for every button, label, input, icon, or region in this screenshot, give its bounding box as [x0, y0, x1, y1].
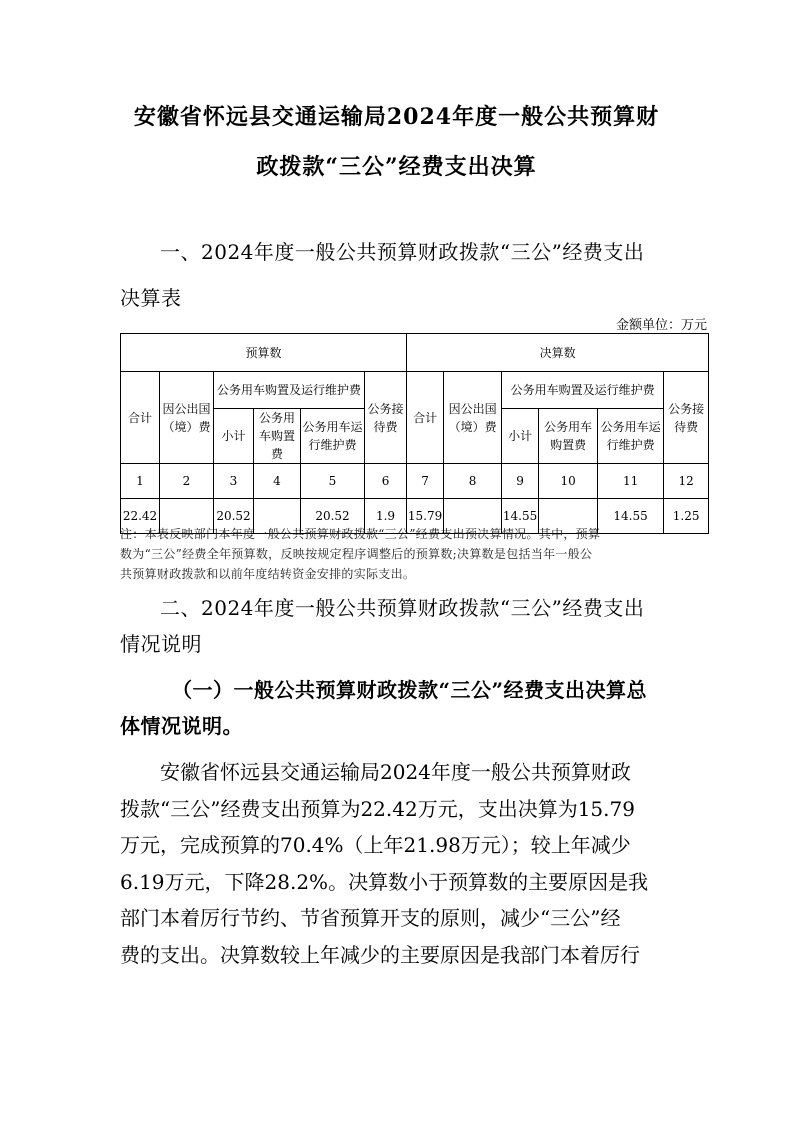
final-purchase-header: 公务用车购置费 [539, 409, 598, 464]
table-note [120, 524, 710, 584]
body-line: 拨款“三公”经费支出预算为22.42万元，支出决算为15.79 [120, 796, 635, 821]
subsection-1-heading-line-1: （一）一般公共预算财政拨款“三公”经费支出决算总 [172, 678, 648, 702]
budget-operation-header: 公务用车运行维护费 [301, 409, 365, 464]
document-title-line-1: 安徽省怀远县交通运输局2024年度一般公共预算财 [133, 104, 660, 130]
body-line: 费的支出。决算数较上年减少的主要原因是我部门本着厉行 [120, 942, 640, 967]
final-abroad-header: 因公出国（境）费 [444, 372, 502, 464]
column-number: 5 [301, 464, 365, 499]
column-number: 3 [214, 464, 254, 499]
section-2-heading-line-1: 二、2024年度一般公共预算财政拨款“三公”经费支出 [160, 596, 645, 620]
budget-subtotal-header: 小计 [214, 409, 254, 464]
column-number: 11 [598, 464, 664, 499]
budget-group-header: 预算数 [121, 334, 407, 372]
document-title-line-2: 政拨款“三公”经费支出决算 [256, 154, 537, 180]
column-number: 1 [121, 464, 160, 499]
body-line: 6.19万元，下降28.2%。决算数小于预算数的主要原因是我 [120, 869, 649, 894]
section-2-heading-line-2: 情况说明 [120, 632, 202, 656]
table-note-line: 数为“三公”经费全年预算数，反映按规定程序调整后的预算数;决算数是包括当年一般公 [120, 547, 593, 561]
budget-abroad-header: 因公出国（境）费 [160, 372, 214, 464]
column-number: 10 [539, 464, 598, 499]
budget-vehicle-group-header: 公务用车购置及运行维护费 [214, 372, 365, 409]
budget-subtotal-value: 20.52 [214, 499, 254, 534]
final-total-header: 合计 [407, 372, 444, 464]
three-public-expenses-table [120, 333, 709, 534]
budget-total-value: 22.42 [121, 499, 160, 534]
column-number: 12 [664, 464, 709, 499]
final-subtotal-value: 14.55 [502, 499, 539, 534]
final-operation-value: 14.55 [598, 499, 664, 534]
table-note-line: 注：本表反映部门本年度一般公共预算财政拨款“三公”经费支出预决算情况。其中，预算 [120, 527, 601, 541]
body-line: 安徽省怀远县交通运输局2024年度一般公共预算财政 [160, 760, 631, 784]
column-number: 6 [365, 464, 407, 499]
final-reception-header: 公务接待费 [664, 372, 709, 464]
column-number-row [121, 464, 709, 499]
body-line: 万元，完成预算的70.4%（上年21.98万元）；较上年减少 [120, 833, 631, 857]
final-group-header: 决算数 [407, 334, 709, 372]
column-number: 9 [502, 464, 539, 499]
column-number: 8 [444, 464, 502, 499]
final-subtotal-header: 小计 [502, 409, 539, 464]
final-operation-header: 公务用车运行维护费 [598, 409, 664, 464]
section-1-heading-line-2: 决算表 [120, 286, 182, 310]
body-paragraph [120, 754, 688, 973]
table-note-line: 共预算财政拨款和以前年度结转资金安排的实际支出。 [120, 567, 416, 581]
amount-unit-label: 金额单位：万元 [615, 318, 707, 333]
section-1-heading-line-1: 一、2024年度一般公共预算财政拨款“三公”经费支出 [160, 240, 645, 264]
final-reception-value: 1.25 [664, 499, 709, 534]
budget-reception-value: 1.9 [365, 499, 407, 534]
budget-total-header: 合计 [121, 372, 160, 464]
column-number: 2 [160, 464, 214, 499]
column-number: 4 [254, 464, 301, 499]
final-vehicle-group-header: 公务用车购置及运行维护费 [502, 372, 664, 409]
budget-operation-value: 20.52 [301, 499, 365, 534]
budget-reception-header: 公务接待费 [365, 372, 407, 464]
subsection-1-heading-line-2: 体情况说明。 [120, 714, 243, 738]
column-number: 7 [407, 464, 444, 499]
budget-purchase-header: 公务用车购置费 [254, 409, 301, 464]
final-total-value: 15.79 [407, 499, 444, 534]
body-line: 部门本着厉行节约、节省预算开支的原则，减少“三公”经 [120, 906, 621, 930]
